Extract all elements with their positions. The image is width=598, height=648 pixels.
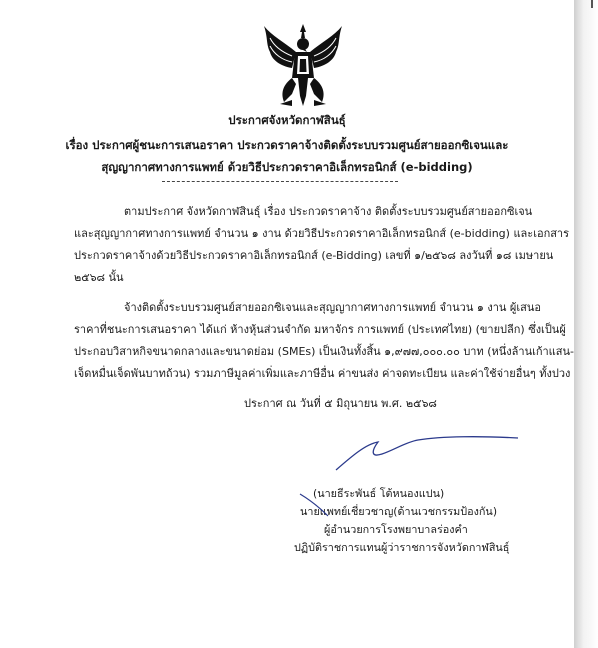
dashed-divider bbox=[162, 181, 398, 182]
corner-mark bbox=[591, 0, 593, 8]
signatory-name: (นายธีระพันธ์ โต้หนองแปน) bbox=[313, 487, 445, 500]
subject-line-1: เรื่อง ประกาศผู้ชนะการเสนอราคา ประกวดราคาจ้างติดตั้งระบบรวมศูนย์สายออกซิเจนและ bbox=[65, 138, 509, 152]
signature-scribble bbox=[332, 430, 522, 476]
signatory-position-2: ผู้อำนวยการโรงพยาบาลร่องคำ bbox=[324, 523, 468, 536]
para2-line2: ราคาที่ชนะการเสนอราคา ได้แก่ ห้างหุ้นส่วนจำกัด มหาจักร การแพทย์ (ประเทศไทย) (ขายปลีก) ซึ่งเป็นผู้ bbox=[74, 323, 566, 336]
para1-line1: ตามประกาศ จังหวัดกาฬสินธุ์ เรื่อง ประกวดราคาจ้าง ติดตั้งระบบรวมศูนย์สายออกซิเจน bbox=[124, 205, 533, 218]
page-edge bbox=[574, 0, 598, 648]
issuer-title: ประกาศจังหวัดกาฬสินธุ์ bbox=[228, 113, 346, 127]
garuda-emblem-icon bbox=[262, 22, 344, 108]
signatory-position-1: นายแพทย์เชี่ยวชาญ(ด้านเวชกรรมป้องกัน) bbox=[300, 505, 498, 518]
para1-line2: และสุญญากาศทางการแพทย์ จำนวน ๑ งาน ด้วยวิธีประกวดราคาอิเล็กทรอนิกส์ (e-bidding) และเอกสาร bbox=[74, 227, 570, 240]
subject-line-2: สุญญากาศทางการแพทย์ ด้วยวิธีประกวดราคาอิเล็กทรอนิกส์ (e-bidding) bbox=[101, 160, 473, 174]
para1-line3: ประกวดราคาจ้างด้วยวิธีประกวดราคาอิเล็กทรอนิกส์ (e-Bidding) เลขที่ ๑/๒๕๖๘ ลงวันที่ ๑๘ เมษายน bbox=[74, 249, 554, 262]
para2-line4: เจ็ดหมื่นเจ็ดพันบาทถ้วน) รวมภาษีมูลค่าเพิ่มและภาษีอื่น ค่าขนส่ง ค่าจดทะเบียน และค่าใช้จ่ายอื่นๆ ทั้งปวง bbox=[74, 367, 571, 380]
para2-line3: ประกอบวิสาหกิจขนาดกลางและขนาดย่อม (SMEs) เป็นเงินทั้งสิ้น ๑,๙๗๗,๐๐๐.๐๐ บาท (หนึ่งล้านเก้าแสน- bbox=[74, 345, 574, 358]
para1-line4: ๒๕๖๘ นั้น bbox=[74, 271, 124, 284]
signatory-position-3: ปฏิบัติราชการแทนผู้ว่าราชการจังหวัดกาฬสินธุ์ bbox=[294, 541, 510, 554]
signature-flourish bbox=[298, 490, 338, 520]
announce-date: ประกาศ ณ วันที่ ๕ มิถุนายน พ.ศ. ๒๕๖๘ bbox=[244, 397, 437, 410]
para2-line1: จ้างติดตั้งระบบรวมศูนย์สายออกซิเจนและสุญญากาศทางการแพทย์ จำนวน ๑ งาน ผู้เสนอ bbox=[124, 301, 541, 314]
